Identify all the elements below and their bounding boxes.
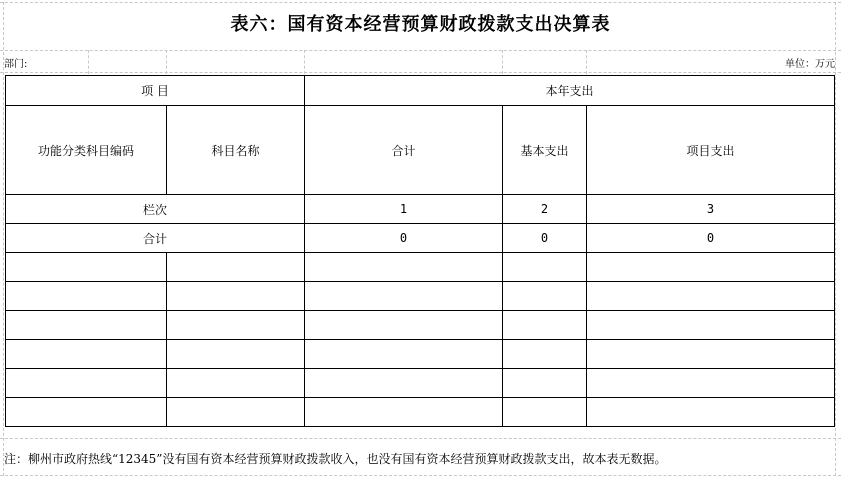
table-cell (167, 311, 305, 340)
table-cell (167, 340, 305, 369)
table-cell (587, 311, 835, 340)
expense-table (5, 75, 835, 427)
header-func-code: 功能分类科目编码 (6, 106, 167, 195)
header-basic-expense: 基本支出 (503, 106, 587, 195)
table-cell (587, 369, 835, 398)
header-row-2 (6, 106, 835, 195)
grid-line (586, 50, 587, 74)
column-number-project: 3 (587, 195, 835, 224)
table-cell (587, 253, 835, 282)
sum-project: 0 (587, 224, 835, 253)
table-cell (6, 253, 167, 282)
table-cell (167, 398, 305, 427)
column-number-total: 1 (305, 195, 503, 224)
footnote: 注：柳州市政府热线“12345”没有国有资本经营预算财政拨款收入，也没有国有资本经营预算财政拨款支出，故本表无数据。 (4, 452, 667, 466)
header-item: 项 目 (6, 76, 305, 106)
column-number-row (6, 195, 835, 224)
table-cell (167, 282, 305, 311)
grid-line (166, 50, 167, 74)
table-cell (503, 369, 587, 398)
table-cell (503, 311, 587, 340)
grid-line (0, 2, 841, 3)
table-cell (305, 369, 503, 398)
sum-label: 合计 (6, 224, 305, 253)
sum-row (6, 224, 835, 253)
grid-line (3, 2, 4, 476)
table-cell (6, 340, 167, 369)
sum-total: 0 (305, 224, 503, 253)
grid-line (0, 72, 841, 73)
table-cell (587, 340, 835, 369)
table-cell (503, 282, 587, 311)
grid-line (502, 50, 503, 74)
table-cell (6, 311, 167, 340)
column-number-basic: 2 (503, 195, 587, 224)
header-subject-name: 科目名称 (167, 106, 305, 195)
sum-basic: 0 (503, 224, 587, 253)
table-cell (305, 253, 503, 282)
table-cell (6, 282, 167, 311)
column-number-label: 栏次 (6, 195, 305, 224)
table-cell (587, 282, 835, 311)
table-row (6, 340, 835, 369)
grid-line (0, 50, 841, 51)
header-total: 合计 (305, 106, 503, 195)
header-current-year-expense: 本年支出 (305, 76, 835, 106)
table-cell (6, 369, 167, 398)
table-row (6, 253, 835, 282)
table-cell (305, 311, 503, 340)
table-row (6, 398, 835, 427)
grid-line (0, 438, 841, 439)
header-project-expense: 项目支出 (587, 106, 835, 195)
table-cell (305, 340, 503, 369)
table-row (6, 282, 835, 311)
grid-line (304, 50, 305, 74)
table-row (6, 311, 835, 340)
table-cell (503, 340, 587, 369)
grid-line (835, 2, 836, 476)
table-row (6, 369, 835, 398)
grid-line (0, 475, 841, 476)
table-cell (167, 369, 305, 398)
table-cell (6, 398, 167, 427)
grid-line (88, 50, 89, 74)
table-cell (503, 398, 587, 427)
header-row-1 (6, 76, 835, 106)
table-cell (305, 282, 503, 311)
table-cell (167, 253, 305, 282)
table-cell (587, 398, 835, 427)
table-cell (305, 398, 503, 427)
unit-label: 单位：万元 (785, 59, 835, 70)
department-label: 部门: (4, 59, 28, 70)
table-cell (503, 253, 587, 282)
report-title: 表六：国有资本经营预算财政拨款支出决算表 (230, 14, 611, 35)
